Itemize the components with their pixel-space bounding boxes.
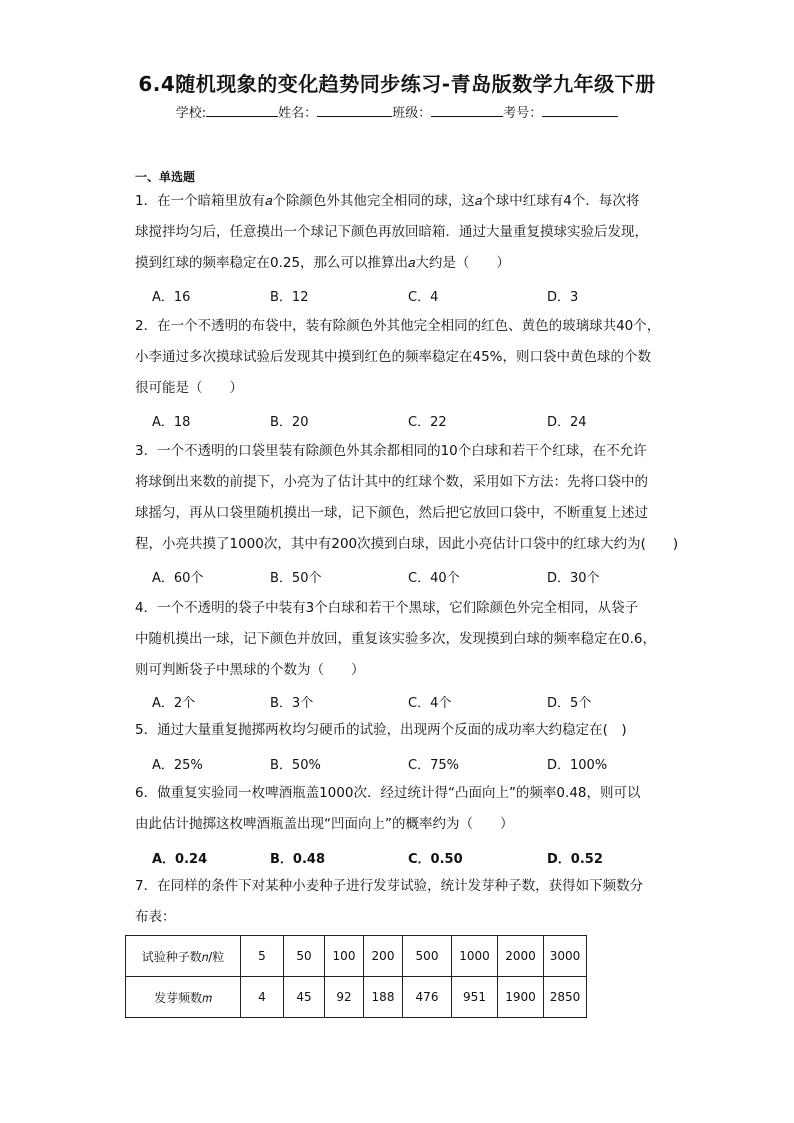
question-1-options	[152, 286, 652, 308]
question-7	[135, 871, 670, 933]
question-5	[135, 715, 670, 746]
option-a[interactable]: A．2个	[152, 696, 196, 711]
question-4-line: 4．一个不透明的袋子中装有3个白球和若干个黑球，它们除颜色外完全相同，从袋子	[135, 600, 639, 616]
question-6-line: 由此估计抛掷这枚啤酒瓶盖出现“凹面向上”的概率约为（ ）	[135, 816, 514, 832]
question-6-line: 6．做重复实验同一枚啤酒瓶盖1000次．经过统计得“凸面向上”的频率0.48，则可以	[135, 785, 641, 801]
option-a[interactable]: A．60个	[152, 571, 204, 586]
table-cell: 1900	[498, 977, 544, 1018]
table-cell: 500	[403, 936, 452, 977]
question-4	[135, 593, 670, 686]
table-cell: 92	[325, 977, 364, 1018]
table-cell: 188	[364, 977, 403, 1018]
option-d[interactable]: D．3	[547, 290, 579, 305]
question-1-line: 球搅拌均匀后，任意摸出一个球记下颜色再放回暗箱．通过大量重复摸球实验后发现，	[135, 224, 648, 240]
option-a[interactable]: A．16	[152, 290, 191, 305]
question-4-options	[152, 692, 652, 714]
table-cell: 200	[364, 936, 403, 977]
exam-no-blank[interactable]	[542, 102, 618, 117]
option-b[interactable]: B．12	[270, 290, 309, 305]
table-cell: 5	[241, 936, 284, 977]
question-2-line: 2．在一个不透明的布袋中，装有除颜色外其他完全相同的红色、黄色的玻璃球共40个，	[135, 318, 661, 334]
option-d[interactable]: D．100%	[547, 758, 608, 773]
question-2-line: 很可能是（ ）	[135, 380, 243, 396]
question-2-line: 小李通过多次摸球试验后发现其中摸到红色的频率稳定在45%，则口袋中黄色球的个数	[135, 349, 652, 365]
exam-no-label: 考号：	[503, 106, 543, 121]
option-b[interactable]: B．3个	[270, 696, 314, 711]
option-d[interactable]: D．0.52	[547, 852, 603, 867]
question-3-line: 3．一个不透明的口袋里装有除颜色外其余都相同的10个白球和若干个红球，在不允许	[135, 443, 647, 459]
table-cell: 951	[452, 977, 498, 1018]
option-b[interactable]: B．20	[270, 415, 309, 430]
question-7-line: 7．在同样的条件下对某种小麦种子进行发芽试验，统计发芽种子数，获得如下频数分	[135, 878, 644, 894]
option-a[interactable]: A．18	[152, 415, 191, 430]
option-b[interactable]: B．50%	[270, 758, 321, 773]
option-d[interactable]: D．5个	[547, 696, 592, 711]
question-2	[135, 311, 670, 404]
question-2-options	[152, 411, 652, 433]
question-4-line: 则可判断袋子中黑球的个数为（ ）	[135, 662, 365, 678]
option-c[interactable]: C．22	[408, 415, 447, 430]
table-cell: 1000	[452, 936, 498, 977]
table-row-label: 发芽频数𝑚	[126, 977, 241, 1018]
option-c[interactable]: C．4	[408, 290, 439, 305]
class-blank[interactable]	[431, 102, 503, 117]
page-title: 6.4随机现象的变化趋势同步练习-青岛版数学九年级下册	[138, 72, 656, 96]
option-c[interactable]: C．75%	[408, 758, 459, 773]
option-a[interactable]: A．25%	[152, 758, 203, 773]
question-3-line: 将球倒出来数的前提下，小亮为了估计其中的红球个数，采用如下方法：先将口袋中的	[135, 474, 648, 490]
section-heading: 一、单选题	[135, 170, 196, 184]
table-cell: 100	[325, 936, 364, 977]
question-5-line: 5．通过大量重复抛掷两枚均匀硬币的试验，出现两个反面的成功率大约稳定在( )	[135, 722, 627, 738]
name-label: 姓名：	[278, 106, 318, 121]
question-5-options	[152, 754, 652, 776]
school-label: 学校:	[175, 106, 207, 121]
table-cell: 2850	[544, 977, 587, 1018]
frequency-table	[125, 935, 587, 1018]
question-7-line: 布表：	[135, 909, 176, 925]
option-a[interactable]: A．0.24	[152, 852, 208, 867]
question-6	[135, 778, 670, 840]
option-d[interactable]: D．30个	[547, 571, 600, 586]
table-cell: 3000	[544, 936, 587, 977]
question-4-line: 中随机摸出一球，记下颜色并放回，重复该实验多次，发现摸到白球的频率稳定在0.6，	[135, 631, 656, 647]
question-1-line: 1．在一个暗箱里放有𝑎个除颜色外其他完全相同的球，这𝑎个球中红球有4个．每次将	[135, 193, 640, 209]
question-1	[135, 186, 670, 279]
table-row-label: 试验种子数𝑛/粒	[126, 936, 241, 977]
table-cell: 476	[403, 977, 452, 1018]
table-cell: 4	[241, 977, 284, 1018]
student-info-line	[0, 102, 794, 121]
name-blank[interactable]	[317, 102, 392, 117]
table-cell: 45	[284, 977, 325, 1018]
class-label: 班级：	[392, 106, 432, 121]
option-d[interactable]: D．24	[547, 415, 587, 430]
option-c[interactable]: C．40个	[408, 571, 460, 586]
question-3-line: 程，小亮共摸了1000次，其中有200次摸到白球，因此小亮估计口袋中的红球大约为( )	[135, 536, 679, 552]
table-cell: 2000	[498, 936, 544, 977]
option-c[interactable]: C．0.50	[408, 852, 463, 867]
question-6-options	[152, 848, 652, 870]
option-c[interactable]: C．4个	[408, 696, 452, 711]
option-b[interactable]: B．0.48	[270, 852, 325, 867]
table-cell: 50	[284, 936, 325, 977]
question-3-line: 球摇匀，再从口袋里随机摸出一球，记下颜色，然后把它放回口袋中，不断重复上述过	[135, 505, 648, 521]
table-row	[126, 977, 587, 1018]
option-b[interactable]: B．50个	[270, 571, 322, 586]
question-3-options	[152, 567, 652, 589]
question-1-line: 摸到红球的频率稳定在0.25，那么可以推算出𝑎大约是（ ）	[135, 255, 510, 271]
table-row	[126, 936, 587, 977]
question-3	[135, 436, 679, 560]
school-blank[interactable]	[206, 102, 278, 117]
